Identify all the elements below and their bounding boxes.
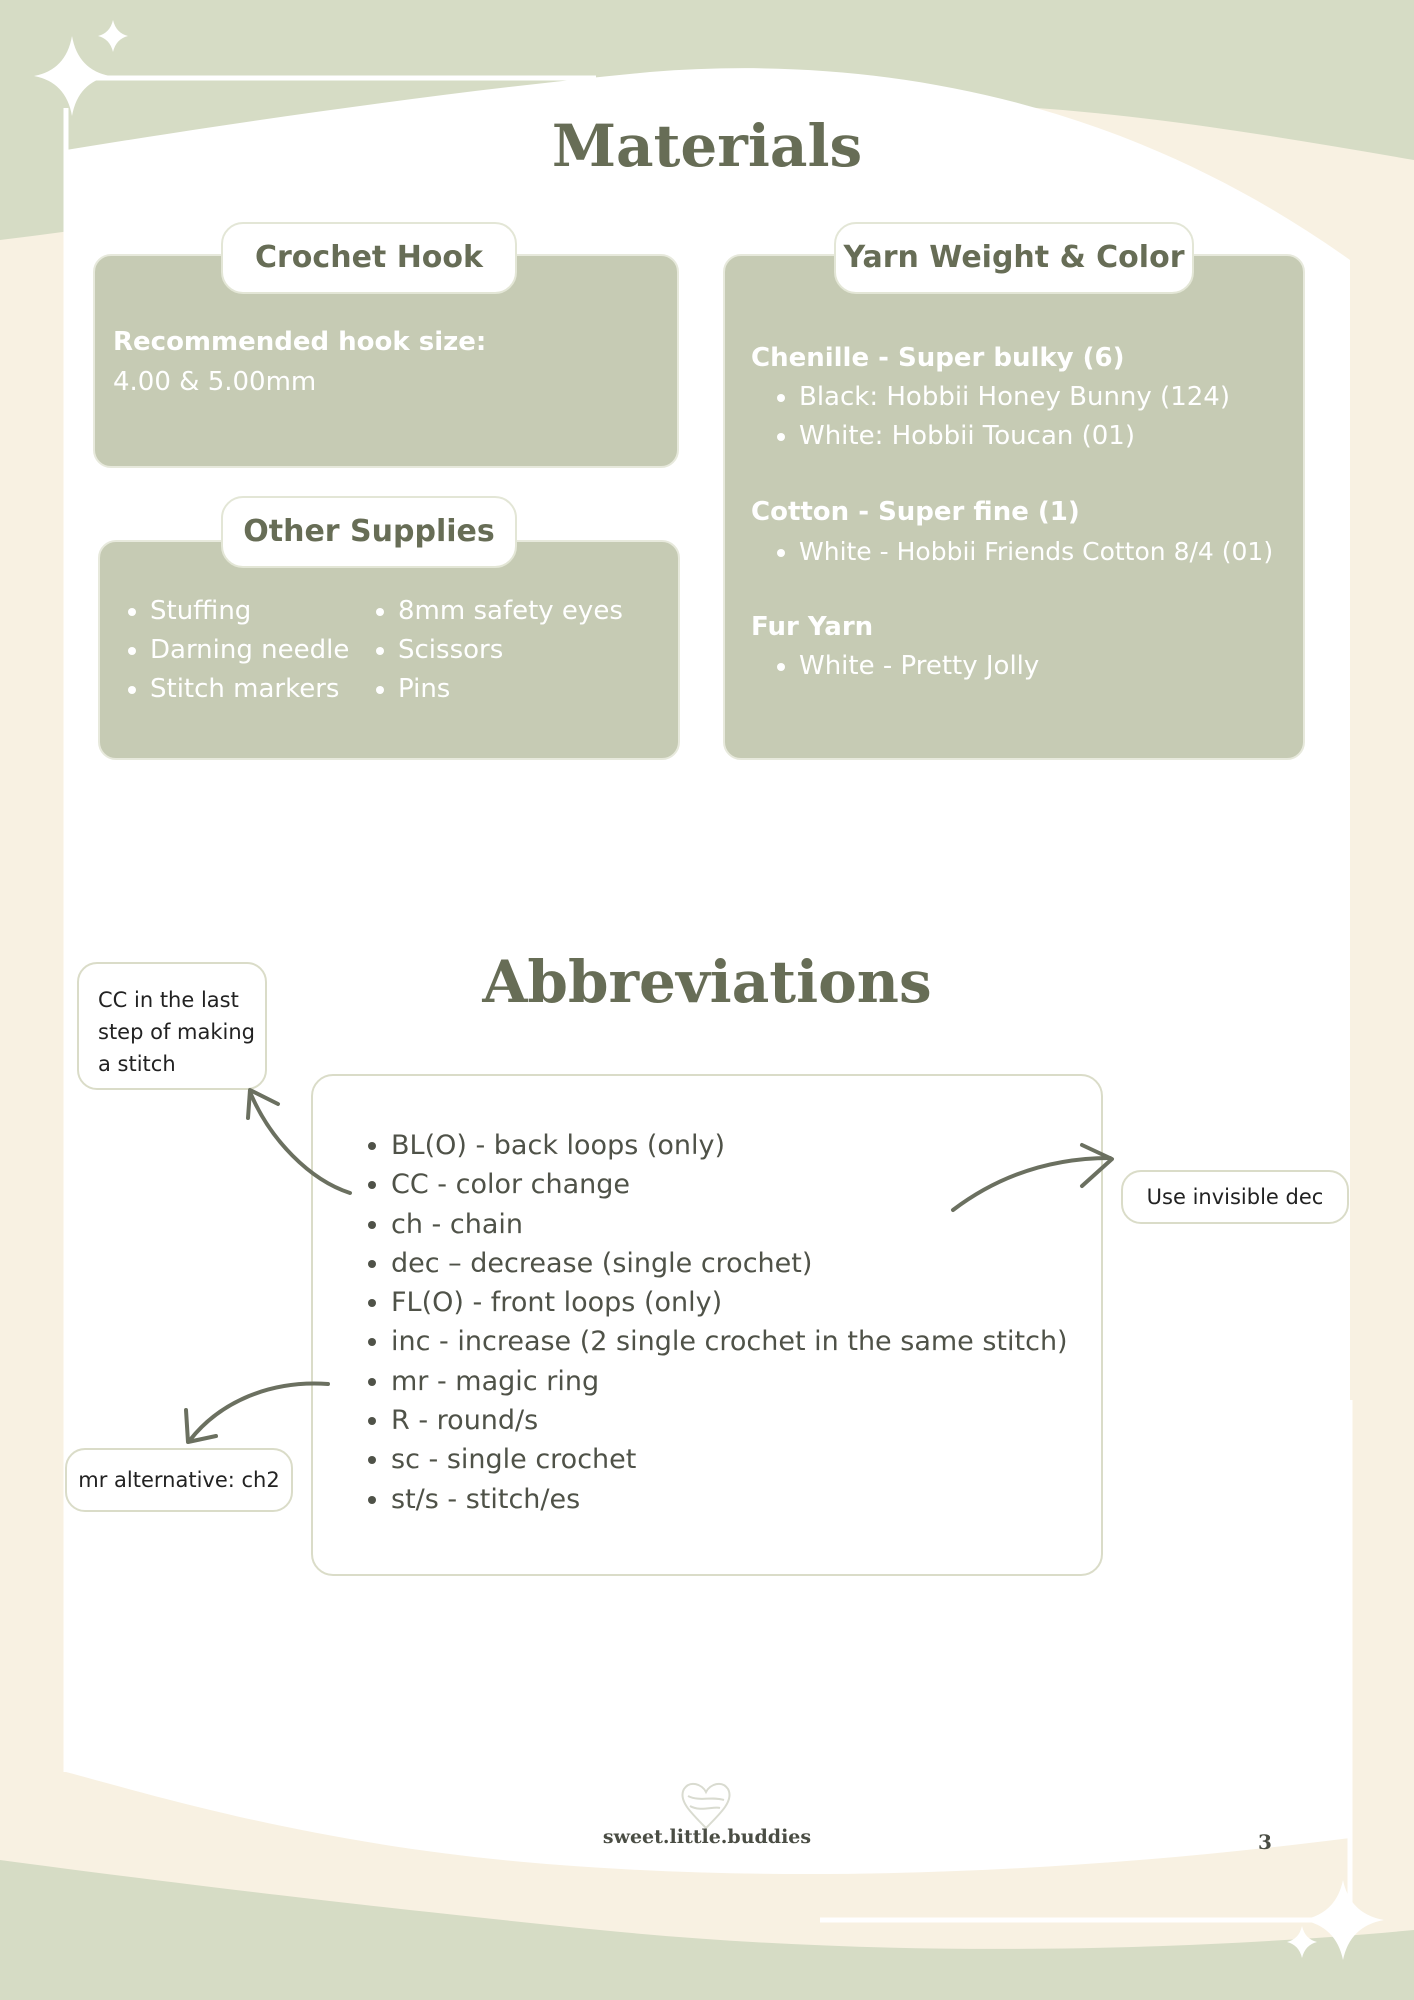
- list-item: • sc - single crochet: [391, 1440, 1068, 1479]
- yarn-group-label: Fur Yarn: [751, 612, 874, 642]
- list-item: • dec – decrease (single crochet): [391, 1244, 1068, 1283]
- yarn-group-label: Chenille - Super bulky (6): [751, 343, 1125, 373]
- hook-size-value: 4.00 & 5.00mm: [113, 367, 317, 397]
- list-item: • White: Hobbii Toucan (01): [799, 417, 1311, 456]
- list-item: • Scissors: [398, 631, 623, 670]
- list-item: • Pins: [398, 670, 623, 709]
- list-item: • ch - chain: [391, 1205, 1068, 1244]
- brand-name: sweet.little.buddies: [602, 1826, 812, 1848]
- yarn-group-label: Cotton - Super fine (1): [751, 497, 1080, 527]
- list-item: • CC - color change: [391, 1165, 1068, 1204]
- list-item: • st/s - stitch/es: [391, 1480, 1068, 1519]
- list-item: • Darning needle: [150, 631, 349, 670]
- note-mr-alternative: mr alternative: ch2: [65, 1448, 293, 1512]
- list-item: • Stitch markers: [150, 670, 349, 709]
- list-item: • 8mm safety eyes: [398, 592, 623, 631]
- list-item: • Black: Hobbii Honey Bunny (124): [799, 378, 1311, 417]
- list-item: • White - Pretty Jolly: [799, 647, 1311, 686]
- note-cc: CC in the last step of making a stitch: [77, 962, 267, 1090]
- list-item: • BL(O) - back loops (only): [391, 1126, 1068, 1165]
- crochet-hook-tab: Crochet Hook: [221, 222, 517, 294]
- list-item: • R - round/s: [391, 1401, 1068, 1440]
- list-item: • inc - increase (2 single crochet in the same stitch): [391, 1322, 1068, 1361]
- page-number: 3: [1258, 1830, 1272, 1854]
- list-item: • White - Hobbii Friends Cotton 8/4 (01): [799, 532, 1311, 571]
- list-item: • FL(O) - front loops (only): [391, 1283, 1068, 1322]
- note-invisible-dec: Use invisible dec: [1121, 1170, 1349, 1224]
- materials-title: Materials: [551, 112, 863, 180]
- abbreviations-title: Abbreviations: [482, 948, 932, 1016]
- list-item: • Stuffing: [150, 592, 349, 631]
- list-item: • mr - magic ring: [391, 1362, 1068, 1401]
- other-supplies-tab: Other Supplies: [221, 496, 517, 568]
- yarn-tab: Yarn Weight & Color: [834, 222, 1194, 294]
- hook-size-label: Recommended hook size:: [113, 327, 487, 357]
